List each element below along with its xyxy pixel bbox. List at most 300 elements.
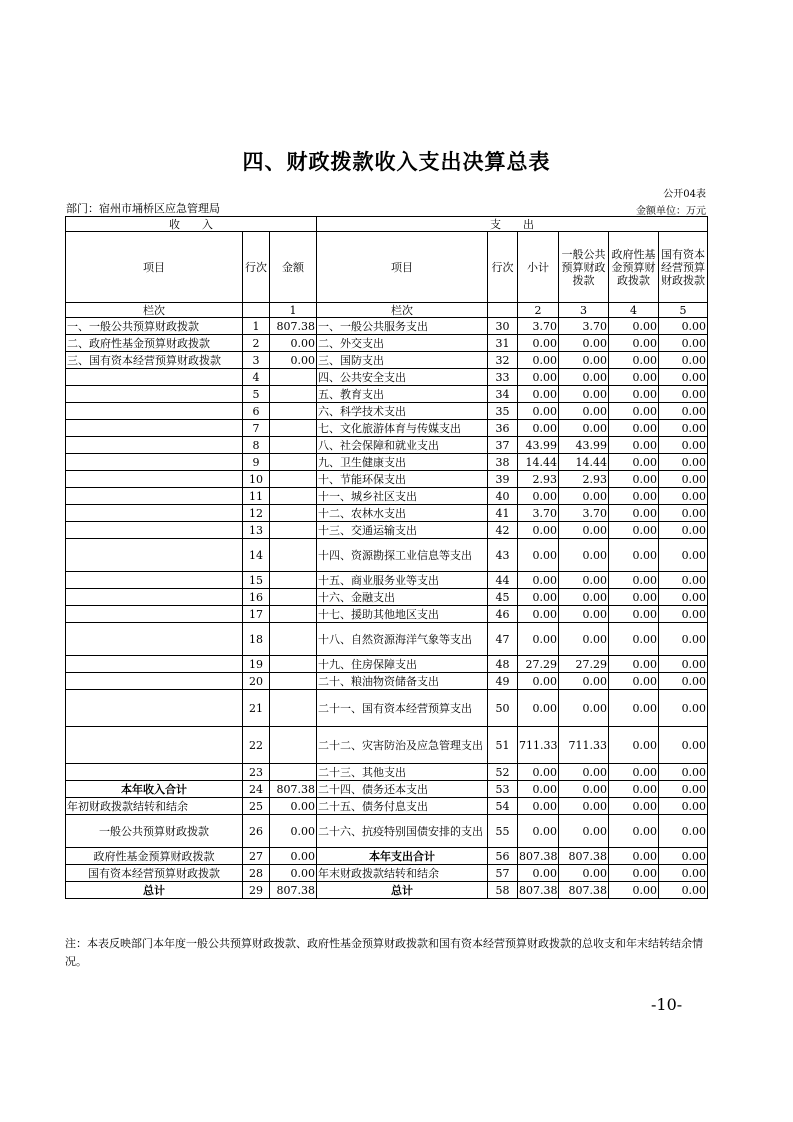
income-amount-cell: 0.00 xyxy=(270,848,317,865)
income-item-cell: 年初财政拨款结转和结余 xyxy=(66,798,243,815)
gov-fund-cell: 0.00 xyxy=(609,471,659,488)
income-row-no-cell: 5 xyxy=(243,386,270,403)
col-label-expense: 栏次 xyxy=(317,303,488,318)
subtotal-cell: 3.70 xyxy=(518,505,559,522)
gov-fund-cell: 0.00 xyxy=(609,656,659,673)
gov-fund-cell: 0.00 xyxy=(609,865,659,882)
state-capital-cell: 0.00 xyxy=(659,882,708,899)
gov-fund-cell: 0.00 xyxy=(609,589,659,606)
empty-cell xyxy=(488,303,518,318)
table-row xyxy=(66,505,708,522)
state-capital-cell: 0.00 xyxy=(659,403,708,420)
gov-fund-cell: 0.00 xyxy=(609,454,659,471)
expense-item-cell: 十四、资源勘探工业信息等支出 xyxy=(317,539,488,572)
expense-row-no-cell: 39 xyxy=(488,471,518,488)
unit-label: 金额单位：万元 xyxy=(636,206,706,217)
subtotal-cell: 0.00 xyxy=(518,420,559,437)
subtotal-cell: 0.00 xyxy=(518,335,559,352)
gov-fund-cell: 0.00 xyxy=(609,882,659,899)
expense-item-header: 项目 xyxy=(317,232,488,303)
state-capital-header: 国有资本经营预算财政拨款 xyxy=(659,232,708,303)
general-budget-cell: 0.00 xyxy=(559,690,609,727)
expense-row-no-cell: 50 xyxy=(488,690,518,727)
income-item-cell: 一、一般公共预算财政拨款 xyxy=(66,318,243,335)
department-label: 部门：宿州市埇桥区应急管理局 xyxy=(66,202,220,215)
income-item-cell: 二、政府性基金预算财政拨款 xyxy=(66,335,243,352)
expense-row-no-cell: 49 xyxy=(488,673,518,690)
general-budget-cell: 807.38 xyxy=(559,882,609,899)
state-capital-cell: 0.00 xyxy=(659,386,708,403)
income-amount-cell xyxy=(270,454,317,471)
gov-fund-cell: 0.00 xyxy=(609,848,659,865)
table-row xyxy=(66,437,708,454)
state-capital-cell: 0.00 xyxy=(659,764,708,781)
state-capital-cell: 0.00 xyxy=(659,488,708,505)
income-item-cell xyxy=(66,656,243,673)
income-item-cell: 一般公共预算财政拨款 xyxy=(66,815,243,848)
expense-row-no-cell: 35 xyxy=(488,403,518,420)
state-capital-cell: 0.00 xyxy=(659,673,708,690)
general-budget-cell: 0.00 xyxy=(559,673,609,690)
expense-item-cell: 十二、农林水支出 xyxy=(317,505,488,522)
table-row xyxy=(66,848,708,865)
expense-row-no-cell: 36 xyxy=(488,420,518,437)
income-row-no-header: 行次 xyxy=(243,232,270,303)
income-item-cell xyxy=(66,488,243,505)
table-row xyxy=(66,403,708,420)
expense-row-no-cell: 54 xyxy=(488,798,518,815)
income-amount-cell: 0.00 xyxy=(270,815,317,848)
income-item-cell xyxy=(66,471,243,488)
expense-row-no-cell: 33 xyxy=(488,369,518,386)
table-row xyxy=(66,572,708,589)
col-label-income: 栏次 xyxy=(66,303,243,318)
income-row-no-cell: 4 xyxy=(243,369,270,386)
general-budget-header: 一般公共预算财政拨款 xyxy=(559,232,609,303)
income-item-cell xyxy=(66,369,243,386)
gov-fund-cell: 0.00 xyxy=(609,673,659,690)
income-row-no-cell: 20 xyxy=(243,673,270,690)
income-item-cell xyxy=(66,437,243,454)
subtotal-cell: 0.00 xyxy=(518,403,559,420)
expense-item-cell: 三、国防支出 xyxy=(317,352,488,369)
table-row xyxy=(66,471,708,488)
subtotal-cell: 0.00 xyxy=(518,623,559,656)
state-capital-cell: 0.00 xyxy=(659,848,708,865)
gov-fund-header: 政府性基金预算财政拨款 xyxy=(609,232,659,303)
expense-row-no-cell: 52 xyxy=(488,764,518,781)
general-budget-cell: 0.00 xyxy=(559,488,609,505)
expense-item-cell: 二、外交支出 xyxy=(317,335,488,352)
income-item-cell xyxy=(66,386,243,403)
subtotal-cell: 43.99 xyxy=(518,437,559,454)
table-row xyxy=(66,623,708,656)
expense-row-no-cell: 56 xyxy=(488,848,518,865)
subtotal-cell: 0.00 xyxy=(518,690,559,727)
income-amount-cell xyxy=(270,369,317,386)
subtotal-cell: 0.00 xyxy=(518,369,559,386)
expense-item-cell: 十一、城乡社区支出 xyxy=(317,488,488,505)
expense-row-no-header: 行次 xyxy=(488,232,518,303)
expense-item-cell: 四、公共安全支出 xyxy=(317,369,488,386)
income-amount-cell xyxy=(270,727,317,764)
expense-item-cell: 十五、商业服务业等支出 xyxy=(317,572,488,589)
expense-item-cell: 十、节能环保支出 xyxy=(317,471,488,488)
gov-fund-cell: 0.00 xyxy=(609,505,659,522)
subtotal-cell: 807.38 xyxy=(519,849,558,863)
expense-item-cell: 五、教育支出 xyxy=(317,386,488,403)
income-row-no-cell: 18 xyxy=(243,623,270,656)
income-amount-cell xyxy=(270,420,317,437)
table-row xyxy=(66,589,708,606)
expense-row-no-cell: 38 xyxy=(488,454,518,471)
general-budget-cell: 0.00 xyxy=(559,623,609,656)
col-number-2: 2 xyxy=(518,303,559,318)
table-row xyxy=(66,454,708,471)
state-capital-cell: 0.00 xyxy=(659,623,708,656)
income-row-no-cell: 24 xyxy=(243,781,270,798)
income-row-no-cell: 9 xyxy=(243,454,270,471)
table-row xyxy=(66,656,708,673)
general-budget-cell: 0.00 xyxy=(559,764,609,781)
expense-item-cell: 十七、援助其他地区支出 xyxy=(317,606,488,623)
subtotal-cell: 0.00 xyxy=(518,522,559,539)
table-row xyxy=(66,606,708,623)
expense-item-cell: 七、文化旅游体育与传媒支出 xyxy=(317,420,488,437)
income-row-no-cell: 21 xyxy=(243,690,270,727)
income-item-cell xyxy=(66,764,243,781)
state-capital-cell: 0.00 xyxy=(659,420,708,437)
income-row-no-cell: 27 xyxy=(243,848,270,865)
income-item-cell xyxy=(66,539,243,572)
table-row xyxy=(66,673,708,690)
table-row xyxy=(66,764,708,781)
table-row xyxy=(66,727,708,764)
expense-item-cell: 八、社会保障和就业支出 xyxy=(317,437,488,454)
general-budget-cell: 0.00 xyxy=(559,798,609,815)
income-amount-cell xyxy=(270,690,317,727)
income-amount-cell xyxy=(270,656,317,673)
expense-row-no-cell: 30 xyxy=(488,318,518,335)
income-row-no-cell: 3 xyxy=(243,352,270,369)
state-capital-cell: 0.00 xyxy=(659,335,708,352)
income-row-no-cell: 14 xyxy=(243,539,270,572)
income-amount-cell xyxy=(270,437,317,454)
state-capital-cell: 0.00 xyxy=(659,781,708,798)
subtotal-cell: 807.38 xyxy=(519,883,558,897)
general-budget-cell: 3.70 xyxy=(559,318,609,335)
income-item-cell xyxy=(66,420,243,437)
col-number-1: 1 xyxy=(270,303,317,318)
income-amount-cell xyxy=(270,471,317,488)
income-item-cell: 政府性基金预算财政拨款 xyxy=(66,848,243,865)
income-item-cell xyxy=(66,727,243,764)
expense-item-cell: 十八、自然资源海洋气象等支出 xyxy=(317,623,488,656)
table-row xyxy=(66,690,708,727)
gov-fund-cell: 0.00 xyxy=(609,318,659,335)
subtotal-cell: 14.44 xyxy=(518,454,559,471)
general-budget-cell: 0.00 xyxy=(559,865,609,882)
income-row-no-cell: 23 xyxy=(243,764,270,781)
expense-item-cell: 一、一般公共服务支出 xyxy=(317,318,488,335)
expense-item-cell: 十三、交通运输支出 xyxy=(317,522,488,539)
income-amount-cell: 0.00 xyxy=(270,865,317,882)
gov-fund-cell: 0.00 xyxy=(609,369,659,386)
expense-row-no-cell: 40 xyxy=(488,488,518,505)
gov-fund-cell: 0.00 xyxy=(609,798,659,815)
expense-row-no-cell: 45 xyxy=(488,589,518,606)
subtotal-cell: 27.29 xyxy=(518,656,559,673)
general-budget-cell: 3.70 xyxy=(559,505,609,522)
expense-row-no-cell: 51 xyxy=(488,727,518,764)
gov-fund-cell: 0.00 xyxy=(609,386,659,403)
income-row-no-cell: 7 xyxy=(243,420,270,437)
income-amount-cell: 807.38 xyxy=(270,781,317,798)
subtotal-cell: 0.00 xyxy=(518,386,559,403)
expense-item-cell: 九、卫生健康支出 xyxy=(317,454,488,471)
income-amount-header: 金额 xyxy=(270,232,317,303)
expense-item-cell: 十九、住房保障支出 xyxy=(317,656,488,673)
expense-item-cell: 二十二、灾害防治及应急管理支出 xyxy=(317,727,488,764)
general-budget-cell: 0.00 xyxy=(559,539,609,572)
expense-item-cell: 本年支出合计 xyxy=(317,848,488,865)
income-row-no-cell: 8 xyxy=(243,437,270,454)
state-capital-cell: 0.00 xyxy=(659,690,708,727)
state-capital-cell: 0.00 xyxy=(659,454,708,471)
expense-row-no-cell: 43 xyxy=(488,539,518,572)
gov-fund-cell: 0.00 xyxy=(609,727,659,764)
income-item-cell xyxy=(66,454,243,471)
table-row xyxy=(66,335,708,352)
state-capital-cell: 0.00 xyxy=(659,369,708,386)
expense-item-cell: 二十四、债务还本支出 xyxy=(317,781,488,798)
general-budget-cell: 2.93 xyxy=(559,471,609,488)
income-amount-cell: 0.00 xyxy=(270,335,317,352)
col-number-5: 5 xyxy=(659,303,708,318)
income-item-cell xyxy=(66,403,243,420)
table-row xyxy=(66,386,708,403)
state-capital-cell: 0.00 xyxy=(659,505,708,522)
expense-row-no-cell: 46 xyxy=(488,606,518,623)
gov-fund-cell: 0.00 xyxy=(609,690,659,727)
income-item-cell: 本年收入合计 xyxy=(66,781,243,798)
expense-item-cell: 二十一、国有资本经营预算支出 xyxy=(317,690,488,727)
income-item-cell: 国有资本经营预算财政拨款 xyxy=(66,865,243,882)
gov-fund-cell: 0.00 xyxy=(609,522,659,539)
expense-row-no-cell: 53 xyxy=(488,781,518,798)
general-budget-cell: 0.00 xyxy=(559,781,609,798)
expense-row-no-cell: 31 xyxy=(488,335,518,352)
income-item-cell xyxy=(66,690,243,727)
general-budget-cell: 0.00 xyxy=(559,352,609,369)
income-amount-cell xyxy=(270,589,317,606)
expense-section-header: 支 出 xyxy=(317,217,708,232)
expense-item-cell: 二十五、债务付息支出 xyxy=(317,798,488,815)
form-number: 公开04表 xyxy=(663,189,706,200)
expense-row-no-cell: 44 xyxy=(488,572,518,589)
income-item-cell: 总计 xyxy=(66,882,243,899)
table-row xyxy=(66,488,708,505)
table-row xyxy=(66,815,708,848)
subtotal-cell: 0.00 xyxy=(518,539,559,572)
income-row-no-cell: 12 xyxy=(243,505,270,522)
gov-fund-cell: 0.00 xyxy=(609,420,659,437)
col-number-3: 3 xyxy=(559,303,609,318)
income-amount-cell xyxy=(270,505,317,522)
subtotal-cell: 0.00 xyxy=(518,673,559,690)
expense-row-no-cell: 41 xyxy=(488,505,518,522)
income-item-cell xyxy=(66,589,243,606)
general-budget-cell: 0.00 xyxy=(559,572,609,589)
expense-item-cell: 十六、金融支出 xyxy=(317,589,488,606)
expense-row-no-cell: 47 xyxy=(488,623,518,656)
income-row-no-cell: 19 xyxy=(243,656,270,673)
subtotal-cell: 0.00 xyxy=(518,781,559,798)
general-budget-cell: 14.44 xyxy=(559,454,609,471)
income-item-cell xyxy=(66,572,243,589)
state-capital-cell: 0.00 xyxy=(659,318,708,335)
general-budget-cell: 807.38 xyxy=(559,848,609,865)
subtotal-cell: 3.70 xyxy=(518,318,559,335)
page-title: 四、财政拨款收入支出决算总表 xyxy=(242,149,551,174)
gov-fund-cell: 0.00 xyxy=(609,815,659,848)
subtotal-cell: 2.93 xyxy=(518,471,559,488)
income-amount-cell xyxy=(270,403,317,420)
income-amount-cell xyxy=(270,673,317,690)
expense-item-cell: 年末财政拨款结转和结余 xyxy=(317,865,488,882)
col-number-4: 4 xyxy=(609,303,659,318)
subtotal-cell: 0.00 xyxy=(518,764,559,781)
budget-summary-table xyxy=(65,216,708,899)
income-row-no-cell: 25 xyxy=(243,798,270,815)
expense-item-cell: 六、科学技术支出 xyxy=(317,403,488,420)
expense-row-no-cell: 57 xyxy=(488,865,518,882)
income-amount-cell xyxy=(270,764,317,781)
state-capital-cell: 0.00 xyxy=(659,471,708,488)
subtotal-cell: 0.00 xyxy=(518,352,559,369)
income-amount-cell xyxy=(270,522,317,539)
income-amount-cell xyxy=(270,539,317,572)
income-section-header: 收 入 xyxy=(66,217,317,232)
gov-fund-cell: 0.00 xyxy=(609,606,659,623)
state-capital-cell: 0.00 xyxy=(659,437,708,454)
gov-fund-cell: 0.00 xyxy=(609,437,659,454)
income-row-no-cell: 10 xyxy=(243,471,270,488)
income-amount-cell: 807.38 xyxy=(270,882,317,899)
general-budget-cell: 0.00 xyxy=(559,522,609,539)
general-budget-cell: 0.00 xyxy=(559,815,609,848)
general-budget-cell: 0.00 xyxy=(559,386,609,403)
income-row-no-cell: 1 xyxy=(243,318,270,335)
general-budget-cell: 0.00 xyxy=(559,369,609,386)
expense-row-no-cell: 55 xyxy=(488,815,518,848)
table-row xyxy=(66,539,708,572)
income-amount-cell xyxy=(270,623,317,656)
general-budget-cell: 27.29 xyxy=(559,656,609,673)
general-budget-cell: 43.99 xyxy=(559,437,609,454)
empty-cell xyxy=(243,303,270,318)
subtotal-cell: 0.00 xyxy=(518,865,559,882)
subtotal-cell: 711.33 xyxy=(518,727,559,764)
table-row xyxy=(66,882,708,899)
state-capital-cell: 0.00 xyxy=(659,656,708,673)
subtotal-cell: 0.00 xyxy=(518,488,559,505)
state-capital-cell: 0.00 xyxy=(659,798,708,815)
income-item-cell xyxy=(66,505,243,522)
gov-fund-cell: 0.00 xyxy=(609,781,659,798)
gov-fund-cell: 0.00 xyxy=(609,539,659,572)
income-amount-cell: 0.00 xyxy=(270,798,317,815)
income-row-no-cell: 11 xyxy=(243,488,270,505)
income-row-no-cell: 28 xyxy=(243,865,270,882)
state-capital-cell: 0.00 xyxy=(659,589,708,606)
income-amount-cell xyxy=(270,488,317,505)
expense-item-cell: 二十六、抗疫特别国债安排的支出 xyxy=(317,815,488,848)
gov-fund-cell: 0.00 xyxy=(609,403,659,420)
expense-row-no-cell: 34 xyxy=(488,386,518,403)
income-row-no-cell: 26 xyxy=(243,815,270,848)
subtotal-cell: 0.00 xyxy=(518,572,559,589)
income-item-cell xyxy=(66,623,243,656)
table-row xyxy=(66,369,708,386)
subtotal-cell: 0.00 xyxy=(518,606,559,623)
state-capital-cell: 0.00 xyxy=(659,815,708,848)
general-budget-cell: 0.00 xyxy=(559,589,609,606)
income-item-header: 项目 xyxy=(66,232,243,303)
page-number: -10- xyxy=(651,995,683,1014)
table-row xyxy=(66,352,708,369)
gov-fund-cell: 0.00 xyxy=(609,623,659,656)
table-row xyxy=(66,522,708,539)
gov-fund-cell: 0.00 xyxy=(609,352,659,369)
income-amount-cell xyxy=(270,606,317,623)
table-row xyxy=(66,865,708,882)
table-row xyxy=(66,798,708,815)
expense-row-no-cell: 58 xyxy=(488,882,518,899)
table-row xyxy=(66,420,708,437)
table-row xyxy=(66,781,708,798)
subtotal-cell: 0.00 xyxy=(518,589,559,606)
income-row-no-cell: 29 xyxy=(243,882,270,899)
expense-row-no-cell: 42 xyxy=(488,522,518,539)
general-budget-cell: 0.00 xyxy=(559,420,609,437)
expense-row-no-cell: 48 xyxy=(488,656,518,673)
income-row-no-cell: 15 xyxy=(243,572,270,589)
income-row-no-cell: 13 xyxy=(243,522,270,539)
state-capital-cell: 0.00 xyxy=(659,606,708,623)
state-capital-cell: 0.00 xyxy=(659,352,708,369)
state-capital-cell: 0.00 xyxy=(659,572,708,589)
income-row-no-cell: 6 xyxy=(243,403,270,420)
income-amount-cell xyxy=(270,386,317,403)
state-capital-cell: 0.00 xyxy=(659,539,708,572)
expense-row-no-cell: 37 xyxy=(488,437,518,454)
income-amount-cell: 0.00 xyxy=(270,352,317,369)
general-budget-cell: 0.00 xyxy=(559,403,609,420)
gov-fund-cell: 0.00 xyxy=(609,764,659,781)
subtotal-cell: 0.00 xyxy=(518,798,559,815)
income-row-no-cell: 16 xyxy=(243,589,270,606)
table-note: 注：本表反映部门本年度一般公共预算财政拨款、政府性基金预算财政拨款和国有资本经营预算财政拨款的总收支和年末结转结余情况。 xyxy=(65,937,703,968)
gov-fund-cell: 0.00 xyxy=(609,488,659,505)
expense-row-no-cell: 32 xyxy=(488,352,518,369)
income-row-no-cell: 2 xyxy=(243,335,270,352)
state-capital-cell: 0.00 xyxy=(659,727,708,764)
gov-fund-cell: 0.00 xyxy=(609,572,659,589)
general-budget-cell: 0.00 xyxy=(559,335,609,352)
expense-item-cell: 二十、粮油物资储备支出 xyxy=(317,673,488,690)
table-row xyxy=(66,318,708,335)
